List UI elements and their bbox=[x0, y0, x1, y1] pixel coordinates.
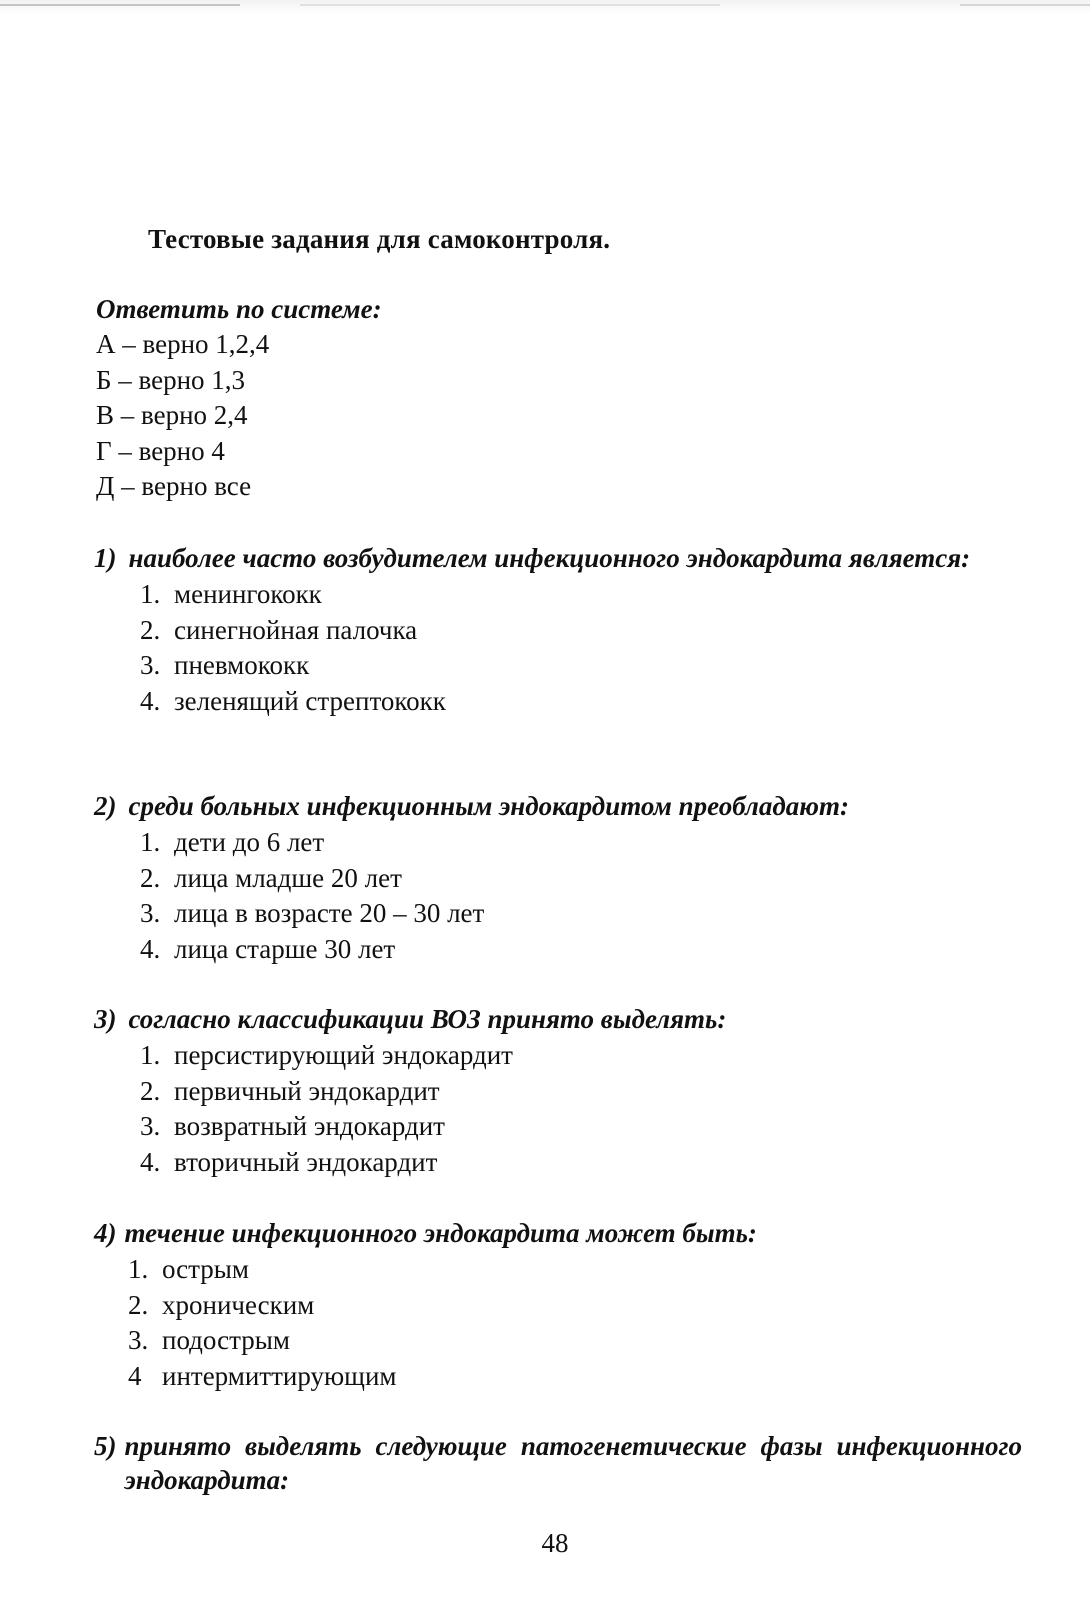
option-text: менингококк bbox=[174, 579, 322, 609]
option-text: острым bbox=[162, 1254, 250, 1284]
options-list bbox=[140, 825, 1022, 967]
answer-legend bbox=[96, 292, 382, 505]
question-text: среди больных инфекционным эндокардитом преобладают: bbox=[128, 791, 849, 821]
option-number: 2. bbox=[140, 614, 161, 645]
option-item bbox=[128, 1252, 1022, 1288]
options-list bbox=[140, 577, 1022, 719]
option-text: дети до 6 лет bbox=[174, 827, 325, 857]
question-text: наиболее часто возбудителем инфекционного эндокардита является: bbox=[128, 543, 971, 573]
option-number: 2. bbox=[140, 1075, 161, 1106]
option-number: 1. bbox=[140, 1040, 161, 1070]
option-item bbox=[140, 577, 1022, 613]
option-text: подострым bbox=[162, 1325, 290, 1355]
option-number: 3. bbox=[128, 1325, 149, 1355]
question-3 bbox=[94, 1002, 1022, 1180]
option-item bbox=[140, 1074, 1022, 1110]
option-number: 3. bbox=[140, 1111, 161, 1141]
option-number: 1. bbox=[140, 827, 161, 857]
page-title: Тестовые задания для самоконтроля. bbox=[148, 224, 611, 254]
option-text: зеленящий стрептококк bbox=[174, 685, 446, 716]
option-item bbox=[140, 1145, 1022, 1181]
option-item bbox=[128, 1359, 1022, 1395]
option-item bbox=[140, 896, 1022, 932]
scan-artifact-line bbox=[300, 4, 720, 6]
question-number: 1) bbox=[94, 543, 117, 573]
option-number: 2. bbox=[128, 1289, 149, 1320]
option-text: возвратный эндокардит bbox=[174, 1111, 445, 1141]
legend-line: Д – верно все bbox=[96, 471, 252, 501]
option-item bbox=[140, 825, 1022, 861]
option-item bbox=[140, 1038, 1022, 1074]
option-number: 4. bbox=[140, 1146, 161, 1177]
legend-heading: Ответить по системе: bbox=[96, 294, 382, 324]
legend-line: Г – верно 4 bbox=[96, 435, 225, 466]
question-text: принято выделять следующие патогенетические фазы инфекционного эндокардита: bbox=[124, 1431, 1022, 1495]
question-1 bbox=[94, 541, 1022, 719]
option-text: интермиттирующим bbox=[162, 1360, 397, 1391]
question-number: 2) bbox=[94, 791, 117, 821]
option-number: 4. bbox=[140, 933, 161, 964]
option-item bbox=[140, 648, 1022, 684]
question-4 bbox=[94, 1216, 1022, 1394]
option-text: лица младше 20 лет bbox=[174, 862, 402, 893]
legend-line: А – верно 1,2,4 bbox=[96, 329, 270, 359]
option-number: 1. bbox=[128, 1254, 149, 1284]
option-text: синегнойная палочка bbox=[174, 614, 418, 645]
option-text: первичный эндокардит bbox=[174, 1075, 440, 1106]
option-number: 1. bbox=[140, 579, 161, 609]
option-item bbox=[128, 1323, 1022, 1359]
option-item bbox=[128, 1288, 1022, 1324]
option-item bbox=[140, 1109, 1022, 1145]
option-number: 3. bbox=[140, 650, 161, 680]
option-text: хроническим bbox=[162, 1289, 315, 1320]
question-5 bbox=[94, 1429, 1022, 1497]
question-number: 3) bbox=[94, 1004, 117, 1034]
option-number: 2. bbox=[140, 862, 161, 893]
options-list bbox=[140, 1038, 1022, 1180]
question-text: течение инфекционного эндокардита может быть: bbox=[124, 1218, 757, 1248]
scan-artifact-line bbox=[0, 4, 240, 6]
option-text: пневмококк bbox=[174, 650, 310, 680]
question-text: согласно классификации ВОЗ принято выделять: bbox=[128, 1004, 727, 1034]
scan-top-edge bbox=[0, 0, 1090, 14]
legend-line: В – верно 2,4 bbox=[96, 400, 248, 430]
option-item bbox=[140, 684, 1022, 720]
option-text: лица в возрасте 20 – 30 лет bbox=[174, 898, 485, 928]
scan-artifact-line bbox=[960, 4, 1090, 6]
option-number: 4 bbox=[128, 1360, 142, 1391]
question-2 bbox=[94, 789, 1022, 967]
legend-line: Б – верно 1,3 bbox=[96, 364, 246, 395]
option-number: 3. bbox=[140, 898, 161, 928]
option-text: персистирующий эндокардит bbox=[174, 1040, 513, 1070]
option-text: вторичный эндокардит bbox=[174, 1146, 438, 1177]
option-item bbox=[140, 932, 1022, 968]
page-number: 48 bbox=[541, 1528, 569, 1558]
option-item bbox=[140, 861, 1022, 897]
question-number: 5) bbox=[94, 1431, 117, 1461]
option-number: 4. bbox=[140, 685, 161, 716]
option-text: лица старше 30 лет bbox=[174, 933, 396, 964]
option-item bbox=[140, 613, 1022, 649]
options-list bbox=[128, 1252, 1022, 1394]
question-number: 4) bbox=[94, 1218, 117, 1248]
